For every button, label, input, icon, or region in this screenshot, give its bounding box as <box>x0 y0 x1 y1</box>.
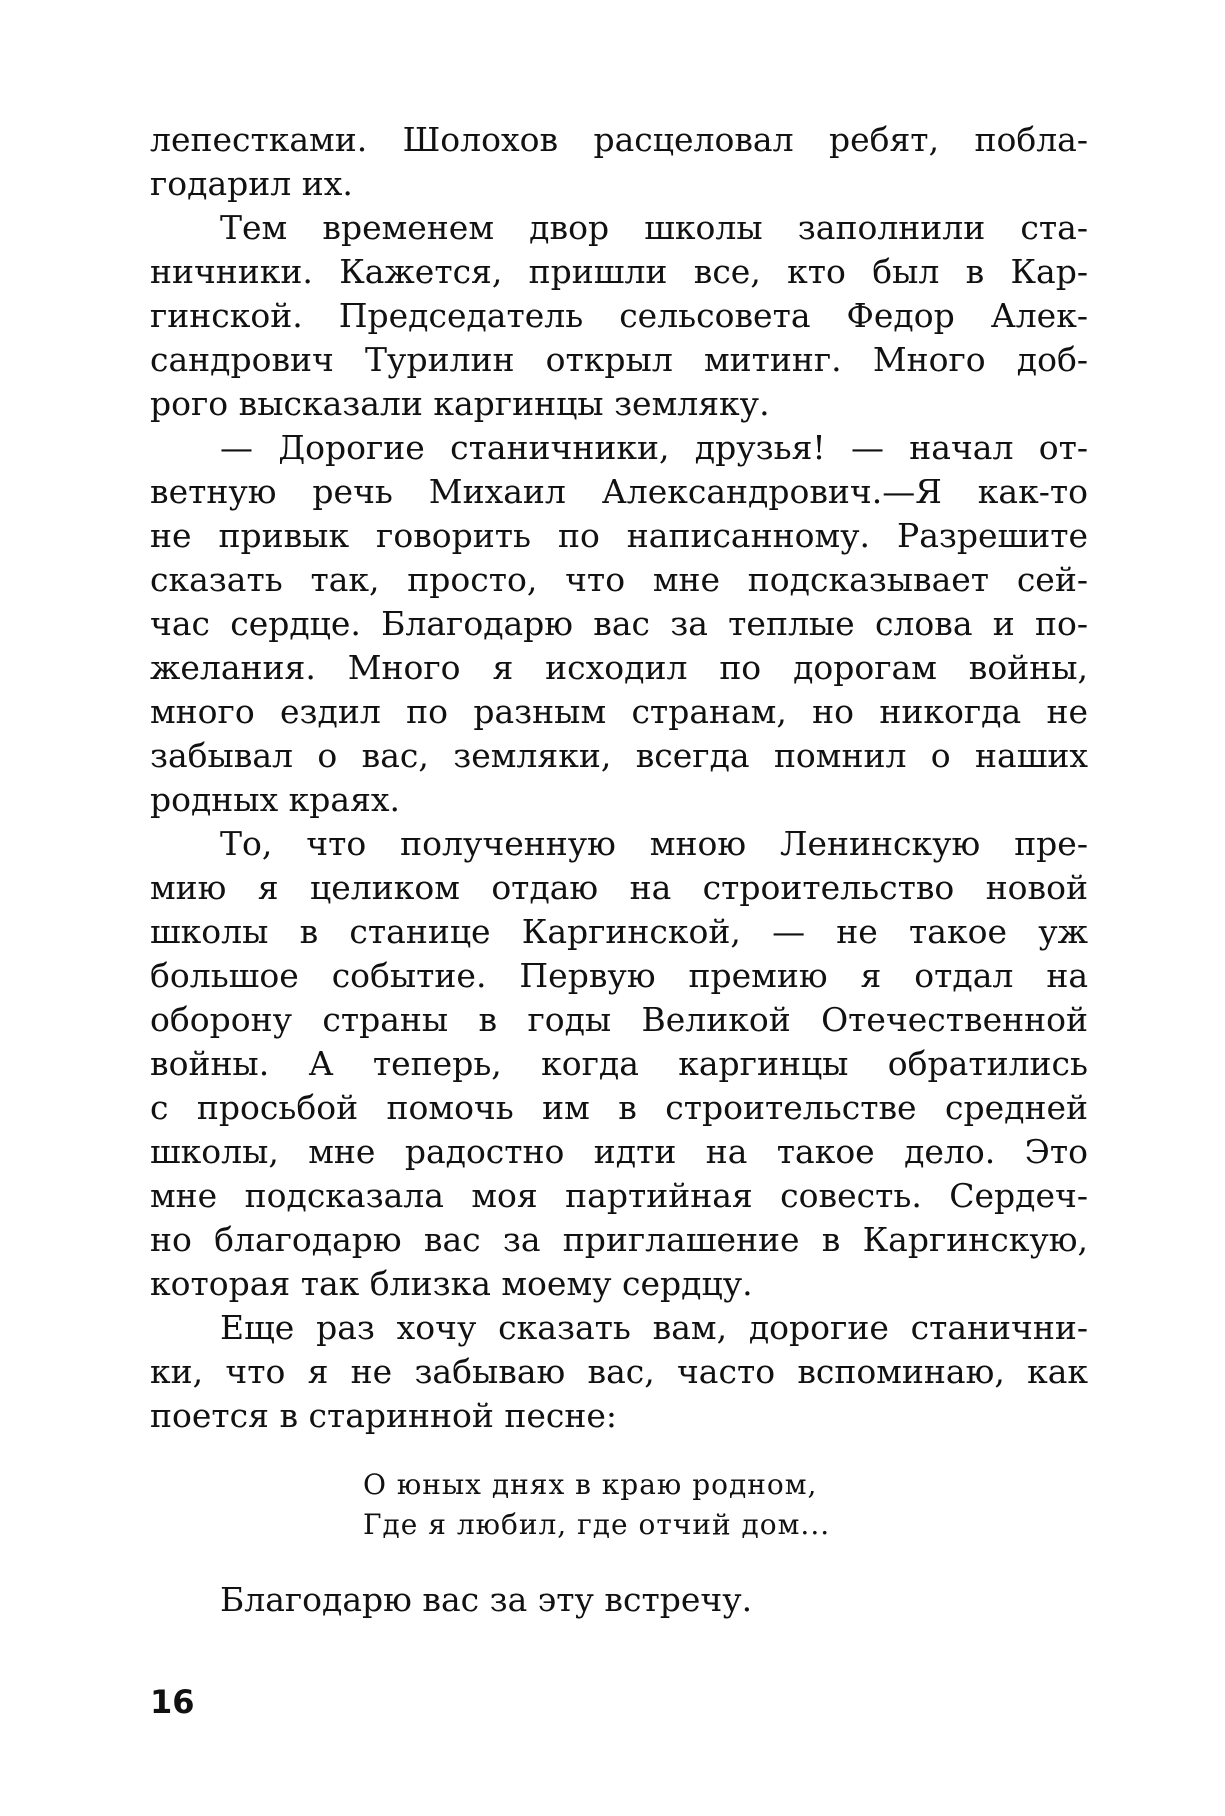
text-line: Еще раз хочу сказать вам, дорогие станични- <box>220 1308 1088 1347</box>
verse-line: Где я любил, где отчий дом... <box>363 1508 831 1541</box>
text-line: — Дорогие станичники, друзья! — начал от- <box>220 428 1088 467</box>
text-line: мне подсказала моя партийная совесть. Сердеч- <box>150 1176 1088 1215</box>
closing-line: Благодарю вас за эту встречу. <box>220 1580 753 1619</box>
text-line: школы в станице Каргинской, — не такое уж <box>150 912 1088 951</box>
text-line: желания. Много я исходил по дорогам войны, <box>150 648 1088 687</box>
text-line: сказать так, просто, что мне подсказывает сей- <box>150 560 1088 599</box>
text-line: гинской. Председатель сельсовета Федор Алек- <box>150 296 1088 335</box>
text-line: Тем временем двор школы заполнили ста- <box>220 208 1088 247</box>
text-line: годарил их. <box>150 164 353 203</box>
text-line: войны. А теперь, когда каргинцы обратились <box>150 1044 1088 1083</box>
text-line: которая так близка моему сердцу. <box>150 1264 753 1303</box>
text-line: забывал о вас, земляки, всегда помнил о наших <box>150 736 1088 775</box>
verse-quote <box>363 1465 923 1545</box>
text-line: То, что полученную мною Ленинскую пре- <box>220 824 1088 863</box>
text-line: много ездил по разным странам, но никогда не <box>150 692 1088 731</box>
text-line: поется в старинной песне: <box>150 1396 618 1435</box>
text-line: лепестками. Шолохов расцеловал ребят, побла- <box>150 120 1088 159</box>
text-line: большое событие. Первую премию я отдал на <box>150 956 1088 995</box>
text-line: час сердце. Благодарю вас за теплые слова и по- <box>150 604 1088 643</box>
text-line: не привык говорить по написанному. Разрешите <box>150 516 1088 555</box>
page-number: 16 <box>150 1683 195 1721</box>
body-text <box>150 118 1088 1438</box>
text-line: рого высказали каргинцы земляку. <box>150 384 770 423</box>
text-line: ки, что я не забываю вас, часто вспоминаю, как <box>150 1352 1088 1391</box>
text-line: но благодарю вас за приглашение в Каргинскую, <box>150 1220 1088 1259</box>
text-line: мию я целиком отдаю на строительство новой <box>150 868 1088 907</box>
text-line: сандрович Турилин открыл митинг. Много доб- <box>150 340 1088 379</box>
text-line: ветную речь Михаил Александрович.—Я как-то <box>150 472 1088 511</box>
text-line: ничники. Кажется, пришли все, кто был в Кар- <box>150 252 1088 291</box>
verse-line: О юных днях в краю родном, <box>363 1468 818 1501</box>
text-line: родных краях. <box>150 780 401 819</box>
text-line: оборону страны в годы Великой Отечественной <box>150 1000 1088 1039</box>
text-line: школы, мне радостно идти на такое дело. Это <box>150 1132 1088 1171</box>
text-line: с просьбой помочь им в строительстве средней <box>150 1088 1088 1127</box>
